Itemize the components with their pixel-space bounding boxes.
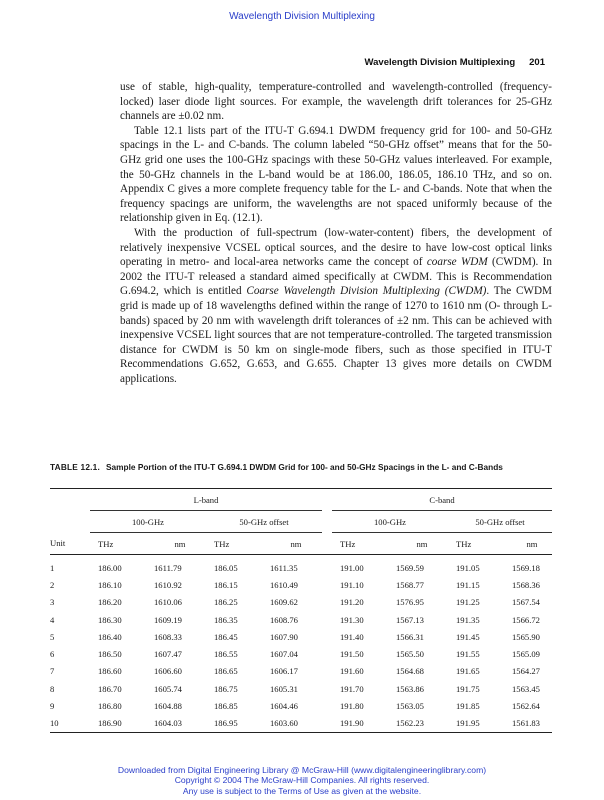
cell: 1563.45 [512, 683, 540, 694]
cell: 191.90 [340, 718, 364, 729]
running-head [0, 57, 545, 68]
cell: 191.20 [340, 597, 364, 608]
cell: 1566.72 [512, 614, 540, 625]
text-run: With the production of full-spectrum (low-water-content) fibers, the development of relatively inexpensive VCSEL optical sources, and the desire to have low-cost optical links operating in metro- and local-area networks came the concept of [120, 226, 552, 269]
cell: 1608.76 [270, 614, 298, 625]
footer-download-line: Downloaded from Digital Engineering Library @ McGraw-Hill (www.digitalengineeringlibrary.com) [117, 765, 487, 775]
cell: 191.05 [456, 562, 480, 573]
cell-unit: 8 [50, 683, 55, 694]
cell: 1607.47 [154, 649, 182, 660]
cell: 1611.79 [154, 562, 182, 573]
cell: 191.75 [456, 683, 480, 694]
cell: 191.55 [456, 649, 480, 660]
cell: 1564.68 [396, 666, 424, 677]
header-c-band: C-band [332, 489, 552, 511]
cell: 1606.17 [270, 666, 298, 677]
footer [0, 765, 604, 796]
cell-unit: 6 [50, 649, 55, 660]
cell: 186.75 [214, 683, 238, 694]
cell: 1562.23 [396, 718, 424, 729]
dwdm-grid-table [50, 488, 552, 733]
text-run: . The CWDM grid is made up of 18 wavelengths defined within the range of 1270 to 1610 nm (O- through L-bands) spaced by 20 nm with wavelength drift tolerances of ±2 nm. This can be achieved with inexpensive VCSEL light sources that are not temperature-controlled. The targeted transmission distance for CWDM is 50 km on single-mode fibers, such as those specified in ITU-T Recommendations G.652, G.653, and G.655. Chapter 13 gives more details on CWDM applications. [120, 285, 552, 385]
table-row [50, 663, 552, 680]
cell: 191.30 [340, 614, 364, 625]
cell: 186.20 [98, 597, 122, 608]
cell: 186.85 [214, 701, 238, 712]
cell: 186.50 [98, 649, 122, 660]
cell: 186.15 [214, 579, 238, 590]
cell: 1576.95 [396, 597, 424, 608]
cell: 1561.83 [512, 718, 540, 729]
cell: 1610.06 [154, 597, 182, 608]
text-run: (CWDM). In 2002 the ITU-T released a standard aimed specifically at CWDM. This is Recommendation G.694.2, which is entitled [120, 256, 552, 298]
cell: 1610.49 [270, 579, 298, 590]
cell: 191.10 [340, 579, 364, 590]
cell: 1605.31 [270, 683, 298, 694]
header-c-100ghz: 100-GHz [332, 511, 448, 533]
cell: 186.65 [214, 666, 238, 677]
cell: 186.55 [214, 649, 238, 660]
cell: 191.35 [456, 614, 480, 625]
cell: 1610.92 [154, 579, 182, 590]
header-nm: nm [416, 538, 428, 549]
cell: 1567.13 [396, 614, 424, 625]
cell: 1565.50 [396, 649, 424, 660]
cell: 186.40 [98, 631, 122, 642]
cell-unit: 10 [50, 718, 59, 729]
paragraph: use of stable, high-quality, temperature-controlled and wavelength-controlled (frequency-locked) laser diode light sources. For example, the wavelength drift tolerances for 25-GHz channels are ±0.02 nm. [120, 81, 552, 123]
footer-terms-line: Any use is subject to the Terms of Use as given at the website. [182, 785, 422, 796]
cell: 191.50 [340, 649, 364, 660]
header-nm: nm [526, 538, 538, 549]
cell: 1569.59 [396, 562, 424, 573]
cell: 191.00 [340, 562, 364, 573]
cell: 1611.35 [270, 562, 298, 573]
cell: 1606.60 [154, 666, 182, 677]
table-row [50, 715, 552, 733]
cell: 1603.60 [270, 718, 298, 729]
cell: 186.95 [214, 718, 238, 729]
cell: 1563.86 [396, 683, 424, 694]
emphasis-title: Coarse Wavelength Division Multiplexing (CWDM) [246, 285, 487, 298]
cell: 186.60 [98, 666, 122, 677]
cell: 186.30 [98, 614, 122, 625]
cell: 186.45 [214, 631, 238, 642]
header-nm: nm [290, 538, 302, 549]
header-thz: THz [98, 538, 114, 549]
table-caption [50, 462, 560, 473]
cell: 191.25 [456, 597, 480, 608]
paragraph: Table 12.1 lists part of the ITU-T G.694.1 DWDM frequency grid for 100- and 50-GHz spacings in the L- and C-bands. The column labeled “50-GHz offset” means that for the 50-GHz grid one uses the 100-GHz spacings with these 50-GHz values interleaved. For example, the 50-GHz channels in the L-band would be at 186.00, 186.05, 186.10 THz, and so on. Appendix C gives a more complete frequency table for the L- and C-bands. Note that when the frequency spacings are uniform, the wavelengths are not spaced uniformly because of the relationship given in Eq. (12.1). [120, 124, 552, 225]
cell: 1564.27 [512, 666, 540, 677]
cell-unit: 5 [50, 631, 55, 642]
cell: 1608.33 [154, 631, 182, 642]
table-row [50, 680, 552, 697]
cell: 1568.77 [396, 579, 424, 590]
header-thz: THz [340, 538, 356, 549]
cell: 191.60 [340, 666, 364, 677]
cell: 1562.64 [512, 701, 540, 712]
cell: 191.85 [456, 701, 480, 712]
cell-unit: 9 [50, 701, 55, 712]
table-row [50, 594, 552, 611]
cell: 191.15 [456, 579, 480, 590]
table-row [50, 576, 552, 593]
cell: 1607.90 [270, 631, 298, 642]
cell: 186.05 [214, 562, 238, 573]
header-nm: nm [174, 538, 186, 549]
cell: 186.70 [98, 683, 122, 694]
header-thz: THz [456, 538, 472, 549]
cell: 1609.62 [270, 597, 298, 608]
page-number: 201 [529, 57, 545, 68]
cell: 191.70 [340, 683, 364, 694]
cell: 1567.54 [512, 597, 540, 608]
cell: 186.10 [98, 579, 122, 590]
table-label: TABLE 12.1. [50, 462, 100, 472]
header-unit: Unit [50, 538, 66, 549]
cell: 1604.46 [270, 701, 298, 712]
header-l-100ghz: 100-GHz [90, 511, 206, 533]
cwdm-paragraph [120, 226, 552, 387]
header-l-band: L-band [90, 489, 322, 511]
cell: 191.40 [340, 631, 364, 642]
cell: 1607.04 [270, 649, 298, 660]
cell: 1568.36 [512, 579, 540, 590]
table-row [50, 555, 552, 577]
cell: 186.80 [98, 701, 122, 712]
cell: 1605.74 [154, 683, 182, 694]
cell: 191.80 [340, 701, 364, 712]
table-row [50, 628, 552, 645]
top-banner: Wavelength Division Multiplexing [229, 11, 375, 22]
footer-copyright-line: Copyright © 2004 The McGraw-Hill Companies. All rights reserved. [174, 775, 430, 786]
cell-unit: 3 [50, 597, 55, 608]
running-head-title: Wavelength Division Multiplexing [364, 57, 516, 68]
header-l-50ghz-offset: 50-GHz offset [206, 511, 322, 533]
cell: 191.45 [456, 631, 480, 642]
cell: 1563.05 [396, 701, 424, 712]
table-row [50, 697, 552, 714]
cell-unit: 4 [50, 614, 55, 625]
header-c-50ghz-offset: 50-GHz offset [448, 511, 552, 533]
cell: 186.00 [98, 562, 122, 573]
cell: 1565.90 [512, 631, 540, 642]
table-caption-text: Sample Portion of the ITU-T G.694.1 DWDM Grid for 100- and 50-GHz Spacings in the L- and C-Bands [106, 462, 503, 472]
cell: 191.95 [456, 718, 480, 729]
cell: 1566.31 [396, 631, 424, 642]
cell-unit: 1 [50, 562, 55, 573]
cell: 1565.09 [512, 649, 540, 660]
cell: 1604.03 [154, 718, 182, 729]
emphasis-term: coarse WDM [426, 256, 488, 269]
cell: 186.90 [98, 718, 122, 729]
cell: 191.65 [456, 666, 480, 677]
header-thz: THz [214, 538, 230, 549]
cell: 1609.19 [154, 614, 182, 625]
table-row [50, 611, 552, 628]
cell: 186.35 [214, 614, 238, 625]
cell: 1604.88 [154, 701, 182, 712]
cell: 186.25 [214, 597, 238, 608]
body-text [120, 80, 552, 386]
cell-unit: 2 [50, 579, 55, 590]
cell: 1569.18 [512, 562, 540, 573]
cell-unit: 7 [50, 666, 55, 677]
table-row [50, 645, 552, 662]
